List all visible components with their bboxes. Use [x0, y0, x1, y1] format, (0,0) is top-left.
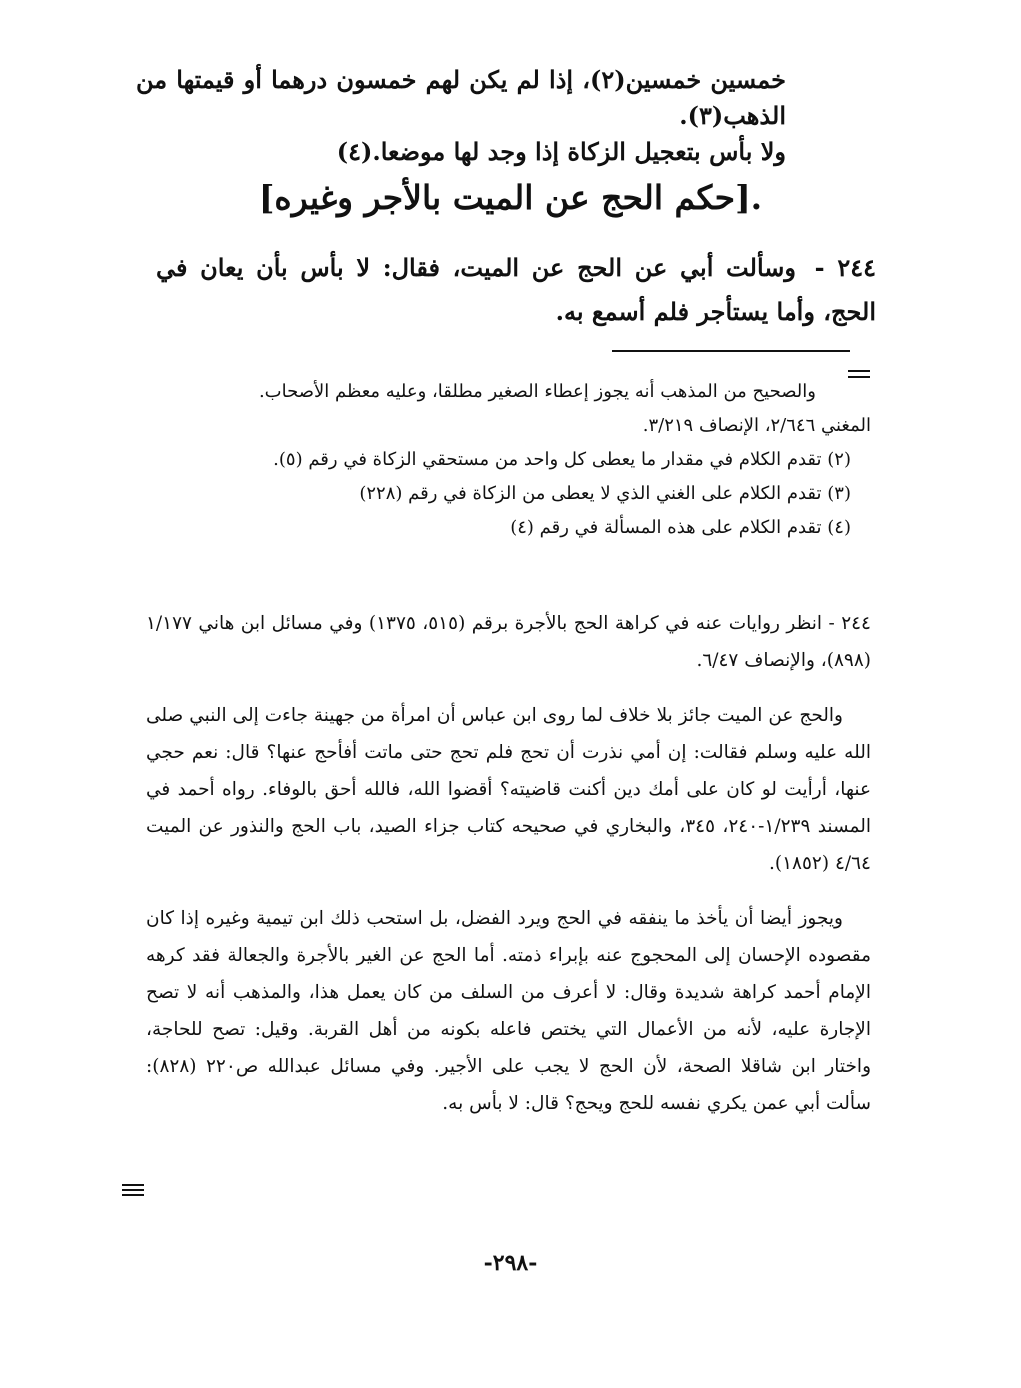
- footnote-3: (٣) تقدم الكلام على الغني الذي لا يعطى من الزكاة في رقم (٢٢٨): [359, 483, 851, 504]
- commentary-paragraph-1: ٢٤٤ - انظر روايات عنه في كراهة الحج بالأجرة برقم (٥١٥، ١٣٧٥) وفي مسائل ابن هاني ١/١٧٧ (٨٩٨)، والإنصاف ٦/٤٧.: [146, 613, 871, 671]
- entry-244: [156, 246, 876, 334]
- margin-mark: [122, 1184, 144, 1199]
- entry-text: وسألت أبي عن الحج عن الميت، فقال: لا بأس بأن يعان في الحج، وأما يستأجر فلم أسمع به.: [156, 253, 876, 326]
- footnote-separator: [612, 350, 850, 352]
- footnote-4: (٤) تقدم الكلام على هذه المسألة في رقم (٤): [510, 517, 851, 538]
- footnote-2: (٢) تقدم الكلام في مقدار ما يعطى كل واحد من مستحقي الزكاة في رقم (٥).: [273, 449, 851, 470]
- top-line-2: ولا بأس بتعجيل الزكاة إذا وجد لها موضعا.(٤): [336, 137, 786, 166]
- footnote-continuation-line-2: المغني ٢/٦٤٦، الإنصاف ٣/٢١٩.: [642, 415, 871, 436]
- top-line-1: خمسين خمسين(٢)، إذا لم يكن لهم خمسون درهما أو قيمتها من الذهب(٣).: [136, 65, 787, 130]
- commentary-paragraph-2: والحج عن الميت جائز بلا خلاف لما روى ابن عباس أن امرأة من جهينة جاءت إلى النبي صلى الله عليه وسلم فقالت: إن أمي نذرت أن تحج فلم تحج حتى ماتت أفأحج عنها؟ قال: نعم حجي عنها، أرأيت لو كان على أمك دين أكنت قاضيته؟ أقضوا الله، فالله أحق بالوفاء. رواه أحمد في المسند ١/٢٣٩-٢٤٠، ٣٤٥، والبخاري في صحيحه كتاب جزاء الصيد، باب الحج والنذور عن الميت ٤/٦٤ (١٨٥٢).: [146, 705, 871, 874]
- section-heading: .[حكم الحج عن الميت بالأجر وغيره]: [258, 178, 763, 217]
- footnote-continuation-line-1: والصحيح من المذهب أنه يجوز إعطاء الصغير مطلقا، وعليه معظم الأصحاب.: [258, 381, 816, 402]
- footnotes: [151, 375, 871, 545]
- entry-number: ٢٤٤ -: [814, 253, 876, 282]
- page-number: -٢٩٨-: [483, 1250, 538, 1276]
- top-paragraph: [136, 62, 786, 170]
- commentary: [146, 605, 871, 1140]
- commentary-paragraph-3: ويجوز أيضا أن يأخذ ما ينفقه في الحج ويرد الفضل، بل استحب ذلك ابن تيمية وغيره إذا كان مقصوده الإحسان إلى المحجوج عنه بإبراء ذمته. أما الحج عن الغير بالأجرة والجعالة فقد كرهه الإمام أحمد كراهة شديدة وقال: لا أعرف من السلف من كان يعمل هذا، والمذهب أنه لا تصح الإجارة عليه، لأنه من الأعمال التي يختص فاعله بكونه من أهل القربة. وقيل: تصح للحاجة، واختار ابن شاقلا الصحة، لأن الحج لا يجب على الأجير. وفي مسائل عبدالله ص٢٢٠ (٨٢٨): سألت أبي عمن يكري نفسه للحج ويحج؟ قال: لا بأس به.: [146, 908, 871, 1114]
